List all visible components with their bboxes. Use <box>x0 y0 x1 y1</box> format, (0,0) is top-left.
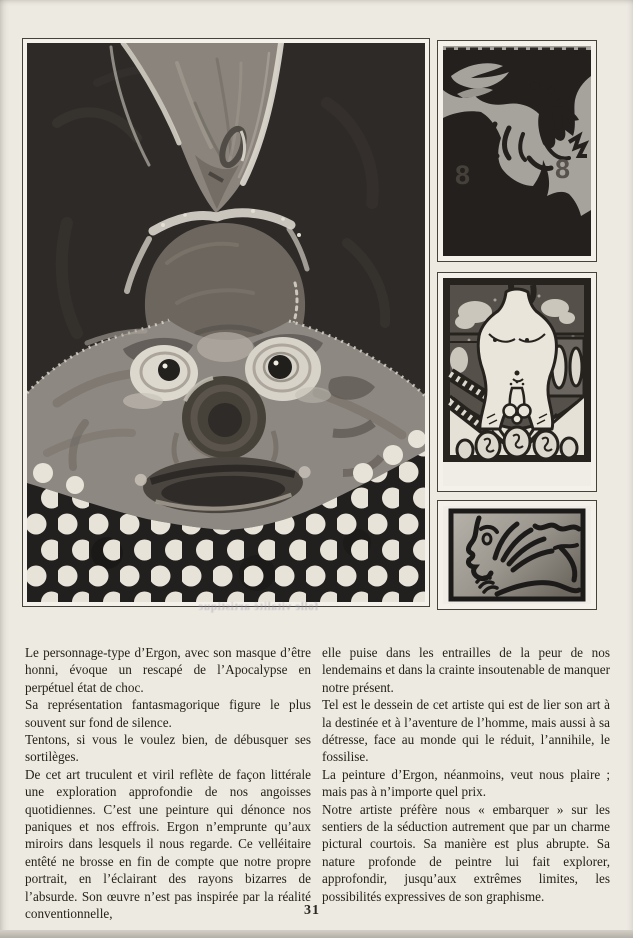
side-artwork-2-frame <box>437 272 597 492</box>
side-artwork-lion-print <box>443 46 591 256</box>
digit-8-right: 8 <box>555 154 571 184</box>
page-number: 31 <box>304 903 320 918</box>
side-artwork-profile-drawing <box>443 506 591 604</box>
paragraph: De cet art truculent et viril reflète de façon littérale une exploration approfondie de nos angoisses quotidiennes. C’est une peinture qui dénonce nos paniques et nos effrois. Ergon n’emprunte qu’aux miroirs dans lesquels il nous regarde. Ce velléitaire entêté ne brosse en fin de compte que notre propre portrait, en l’éclairant des rayons bizarres de l’absurde. Son œuvre n’est pas inspirée par la réalité conventionnelle, <box>25 766 311 922</box>
side-artwork-3-frame <box>437 500 597 610</box>
paragraph: Sa représentation fantasmagorique figure le plus souvent sur fond de silence. <box>25 697 311 730</box>
paragraph: Notre artiste préfère nous « embarquer » sur les sentiers de la séduction autrement que par un charme pictural courtois. Sa manière est plus abrupte. Sa nature profonde de peintre lui fait explorer, approfondir, jusqu’aux extrêmes limites, les possibilités expressives de son graphisme. <box>322 801 610 904</box>
paragraph: Tel est le dessein de cet artiste qui est de lier son art à la destinée et à l’aventure de l’homme, mais aussi à sa détresse, face au monde qui le réduit, l’annihile, le fossilise. <box>322 697 610 765</box>
paragraph: elle puise dans les entrailles de la peur de nos lendemains et dans la crainte insoutenable de manquer notre présent. <box>322 645 610 695</box>
paragraph: Tentons, si vous le voulez bien, de débusquer ses sortilèges. <box>25 732 311 765</box>
show-through-ghost-text: folle vitalité artistique <box>197 601 319 613</box>
article-column-right <box>322 644 610 923</box>
paragraph: La peinture d’Ergon, néanmoins, veut nous plaire ; mais pas à n’importe quel prix. <box>322 766 610 800</box>
scan-edge <box>0 930 633 938</box>
main-artwork-clown-painting <box>27 43 425 602</box>
main-artwork-frame <box>22 38 430 607</box>
article-column-left <box>25 644 311 923</box>
digit-8-left: 8 <box>455 160 471 190</box>
article-body <box>25 644 610 923</box>
paragraph: Le personnage-type d’Ergon, avec son masque d’être honni, évoque un rescapé de l’Apocalypse en perpétuel état de choc. <box>25 645 311 695</box>
side-artwork-1-frame <box>437 40 597 262</box>
side-artwork-torso-drawing <box>443 278 591 486</box>
